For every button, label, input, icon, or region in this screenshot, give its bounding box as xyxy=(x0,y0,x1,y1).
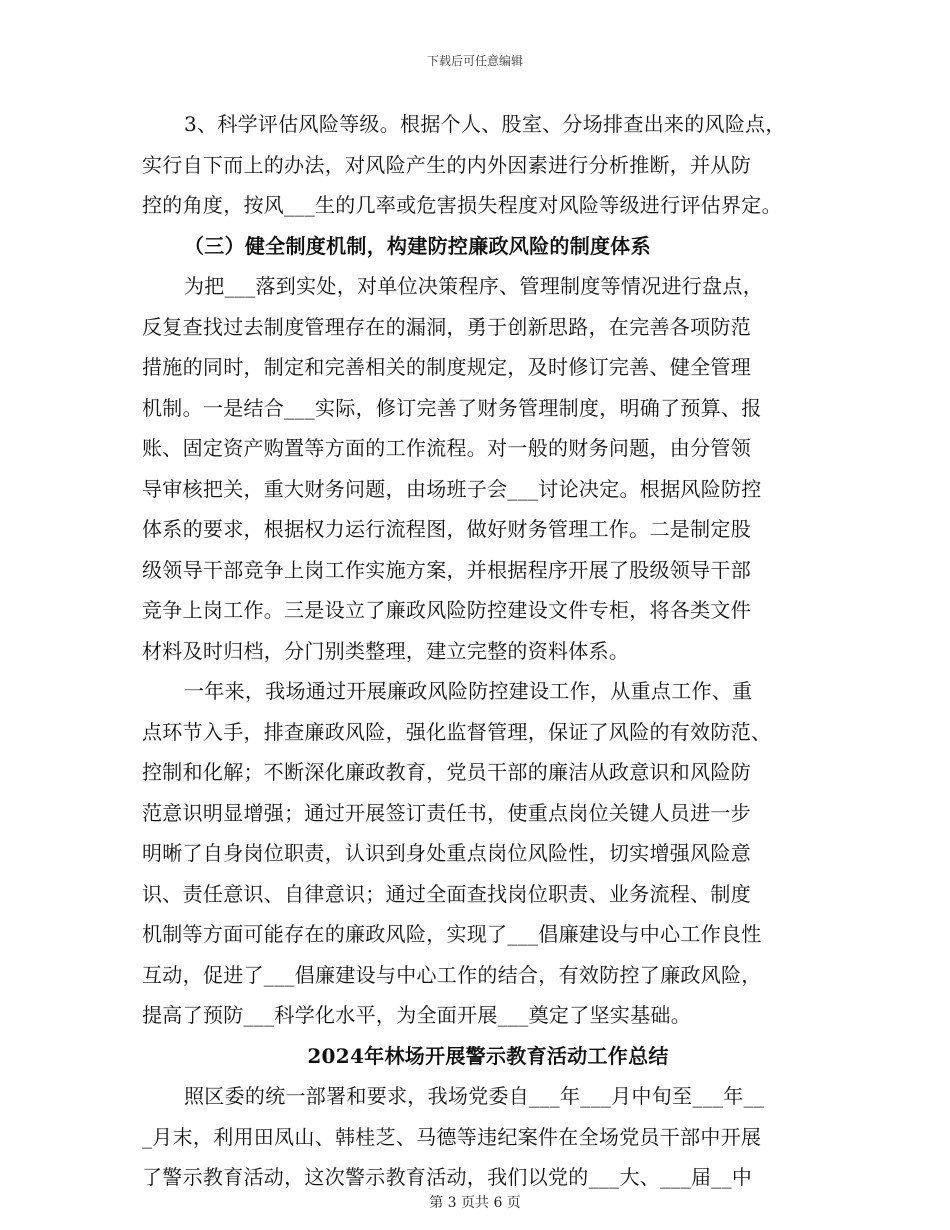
text-line: 级领导干部竞争上岗工作实施方案，并根据程序开展了股级领导干部 xyxy=(142,557,751,582)
text-line: _月末，利用田凤山、韩桂芝、马德等违纪案件在全场党员干部中开展 xyxy=(142,1124,762,1149)
text-line: 一年来，我场通过开展廉政风险防控建设工作，从重点工作、重 xyxy=(184,679,753,703)
document-body xyxy=(142,104,814,1198)
text-line: 体系的要求，根据权力运行流程图，做好财务管理工作。二是制定股 xyxy=(142,517,751,541)
text-line: 范意识明显增强；通过开展签订责任书，使重点岗位关键人员进一步 xyxy=(142,800,751,825)
text-line: 材料及时归档，分门别类整理，建立完整的资料体系。 xyxy=(142,638,630,663)
text-line: 实行自下而上的办法，对风险产生的内外因素进行分析推断，并从防 xyxy=(142,152,751,177)
text-line: 识、责任意识、自律意识；通过全面查找岗位职责、业务流程、制度 xyxy=(142,881,751,906)
section-heading: （三）健全制度机制，构建防控廉政风险的制度体系 xyxy=(184,233,651,258)
text-line: 照区委的统一部署和要求，我场党委自___年___月中旬至___年__ xyxy=(184,1084,765,1108)
text-line: 账、固定资产购置等方面的工作流程。对一般的财务问题，由分管领 xyxy=(142,436,751,460)
text-line: 控制和化解；不断深化廉政教育，党员干部的廉洁从政意识和风险防 xyxy=(142,760,751,784)
text-line: 了警示教育活动，这次警示教育活动，我们以党的___大、___届__中 xyxy=(142,1165,753,1189)
text-line: 措施的同时，制定和完善相关的制度规定，及时修订完善、健全管理 xyxy=(142,355,751,379)
page-footer: 第 3 页共 6 页 xyxy=(429,1195,521,1211)
text-line: 机制等方面可能存在的廉政风险，实现了___倡廉建设与中心工作良性 xyxy=(142,922,762,946)
text-line: 竞争上岗工作。三是设立了廉政风险防控建设文件专柜，将各类文件 xyxy=(142,598,751,622)
text-line: 导审核把关，重大财务问题，由场班子会___讨论决定。根据风险防控 xyxy=(142,476,762,501)
text-line: 为把___落到实处，对单位决策程序、管理制度等情况进行盘点， xyxy=(184,274,763,298)
text-line: 机制。一是结合___实际，修订完善了财务管理制度，明确了预算、报 xyxy=(142,395,762,420)
article-title: 2024年林场开展警示教育活动工作总结 xyxy=(307,1043,669,1068)
page-header: 下载后可任意编辑 xyxy=(426,54,523,68)
text-line: 控的角度，按风___生的几率或危害损失程度对风险等级进行评估界定。 xyxy=(142,193,782,217)
text-line: 点环节入手，排查廉政风险，强化监督管理，保证了风险的有效防范、 xyxy=(142,719,772,744)
text-line: 互动，促进了___倡廉建设与中心工作的结合，有效防控了廉政风险， xyxy=(142,962,762,987)
text-line: 提高了预防___科学化水平，为全面开展___奠定了坚实基础。 xyxy=(142,1003,691,1027)
text-line: 明晰了自身岗位职责，认识到身处重点岗位风险性，切实增强风险意 xyxy=(142,841,751,865)
text-line: 3、科学评估风险等级。根据个人、股室、分场排查出来的风险点， xyxy=(184,112,786,136)
text-line: 反复查找过去制度管理存在的漏洞，勇于创新思路，在完善各项防范 xyxy=(142,314,751,339)
